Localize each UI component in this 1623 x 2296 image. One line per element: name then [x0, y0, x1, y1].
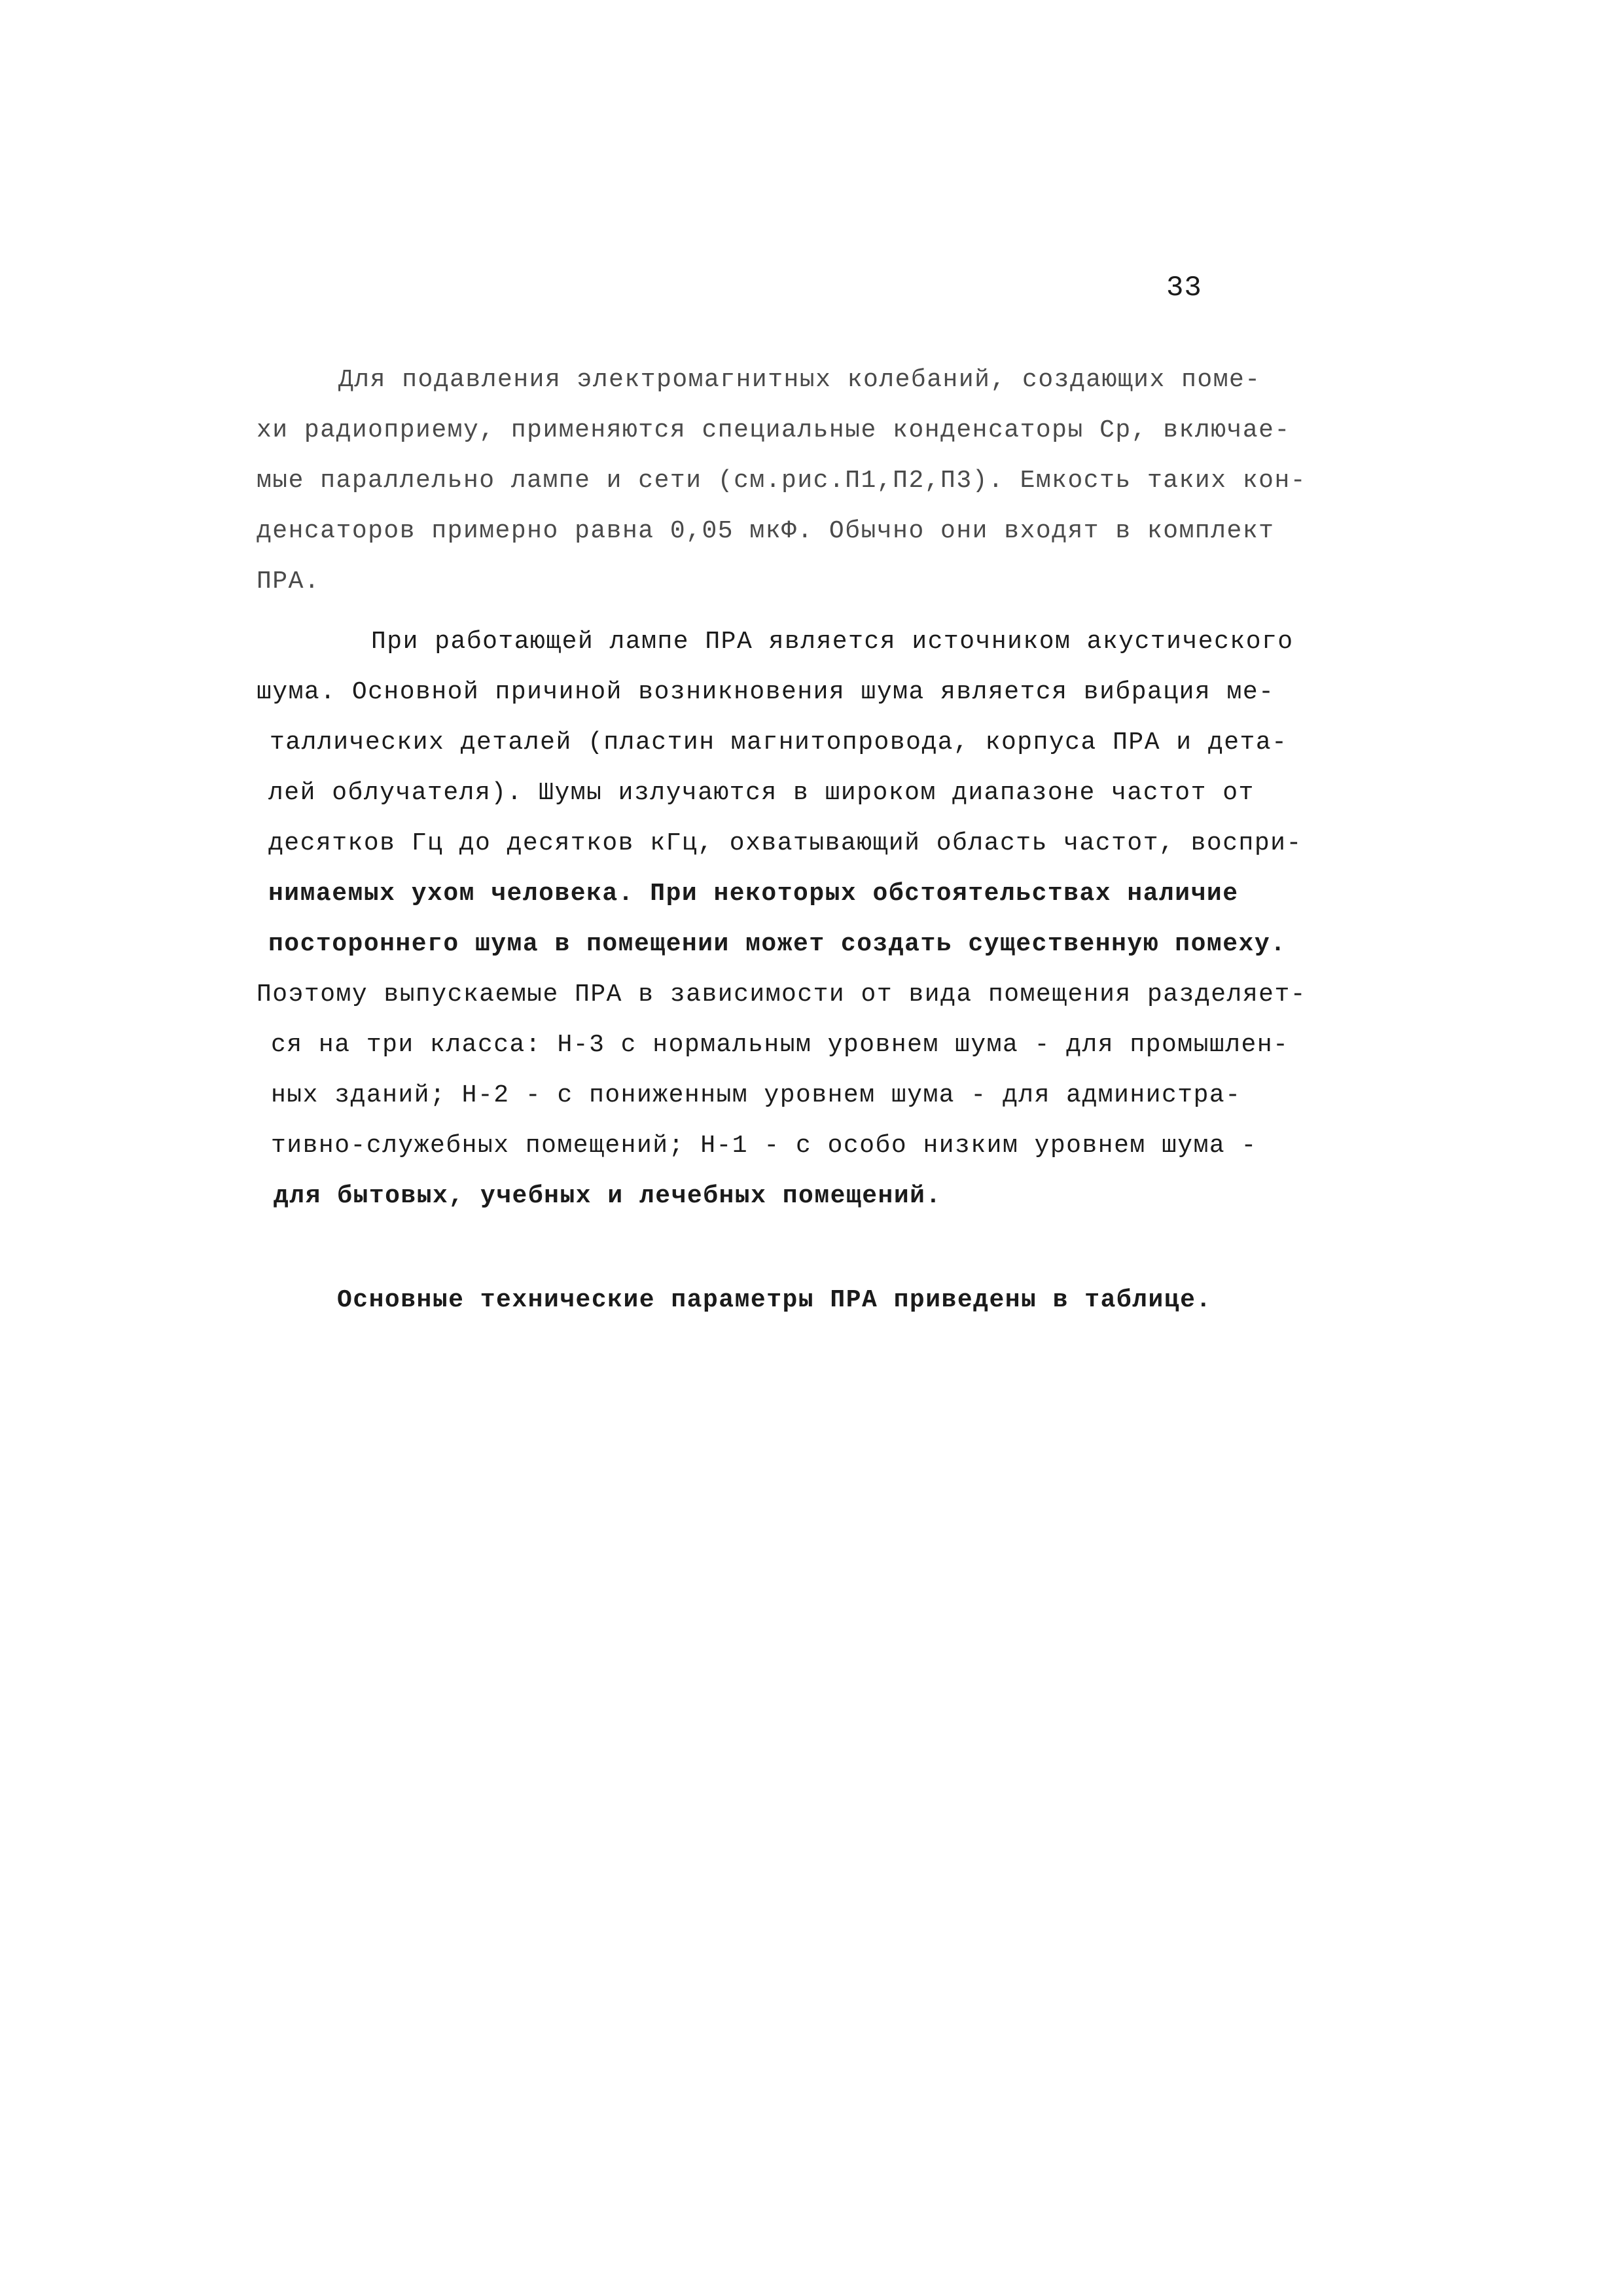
text-line: ных зданий; Н-2 - с пониженным уровнем шума - для администра-: [271, 1081, 1241, 1109]
text-line: шума. Основной причиной возникновения шума является вибрация ме-: [257, 678, 1275, 706]
text-line: ПРА.: [257, 567, 321, 596]
text-line: постороннего шума в помещении может создать существенную помеху.: [268, 930, 1287, 958]
page-number: 33: [1166, 272, 1202, 304]
text-line: Для подавления электромагнитных колебаний, создающих поме-: [338, 366, 1261, 394]
text-line: Поэтому выпускаемые ПРА в зависимости от вида помещения разделяет-: [257, 980, 1307, 1009]
text-line: таллических деталей (пластин магнитопровода, корпуса ПРА и дета-: [270, 728, 1288, 757]
text-line: тивно-служебных помещений; Н-1 - с особо низким уровнем шума -: [271, 1132, 1257, 1160]
text-line: При работающей лампе ПРА является источником акустического: [371, 628, 1294, 656]
text-line: Основные технические параметры ПРА приведены в таблице.: [337, 1286, 1212, 1314]
text-line: ся на три класса: Н-3 с нормальным уровнем шума - для промышлен-: [271, 1031, 1289, 1059]
text-line: хи радиоприему, применяются специальные конденсаторы Ср, включае-: [257, 416, 1291, 444]
text-line: для бытовых, учебных и лечебных помещений.: [274, 1182, 942, 1210]
text-line: десятков Гц до десятков кГц, охватывающий область частот, воспри-: [268, 829, 1302, 857]
text-line: мые параллельно лампе и сети (см.рис.П1,П2,П3). Емкость таких кон-: [257, 467, 1307, 495]
paragraph-table-reference: [337, 1275, 1212, 1325]
text-line: нимаемых ухом человека. При некоторых обстоятельствах наличие: [268, 880, 1239, 908]
paragraph-acoustic-noise: [257, 617, 1306, 1221]
paragraph-radio-interference: [257, 355, 1306, 607]
text-line: денсаторов примерно равна 0,05 мкФ. Обычно они входят в комплект: [257, 517, 1275, 545]
text-line: лей облучателя). Шумы излучаются в широком диапазоне частот от: [268, 779, 1255, 807]
